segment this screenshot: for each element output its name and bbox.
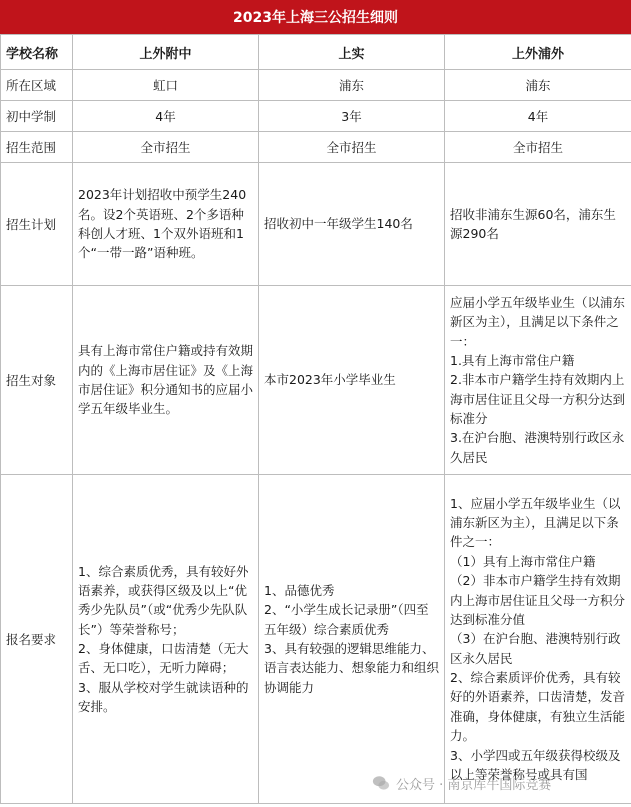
cell: 4年 bbox=[73, 101, 259, 132]
table-row-scope bbox=[1, 132, 631, 163]
cell: 3年 bbox=[259, 101, 445, 132]
cell-line: （3）在沪台胞、港澳特别行政区永久居民 bbox=[450, 631, 621, 666]
cell-line: 1、品德优秀 bbox=[264, 582, 335, 598]
cell bbox=[73, 475, 259, 804]
header-row bbox=[1, 35, 631, 70]
school-header: 上外浦外 bbox=[445, 35, 631, 70]
cell-line: 2、“小学生成长记录册”（四至五年级）综合素质优秀 bbox=[264, 602, 429, 637]
table-row-system bbox=[1, 101, 631, 132]
cell: 全市招生 bbox=[73, 132, 259, 163]
cell-line: 1、应届小学五年级毕业生（以浦东新区为主），且满足以下条件之一： bbox=[450, 495, 621, 550]
cell: 浦东 bbox=[445, 70, 631, 101]
cell-line: 2、综合素质评价优秀，具有较好的外语素养，口齿清楚，发音准确，身体健康，有独立生活能力。 bbox=[450, 670, 626, 744]
school-header: 上外附中 bbox=[73, 35, 259, 70]
row-label: 招生计划 bbox=[1, 163, 73, 286]
wechat-icon bbox=[372, 774, 390, 792]
cell-line: 1.具有上海市常住户籍 bbox=[450, 352, 575, 368]
table-row-district bbox=[1, 70, 631, 101]
cell-line: 2023年计划招收中预学生240名。设2个英语班、2个多语种科创人才班、1个双外语班和1个“一带一路”语种班。 bbox=[78, 187, 247, 261]
cell-line: 3、小学四或五年级获得校级及以上等荣誉称号或具有国 bbox=[450, 747, 621, 782]
admission-table bbox=[0, 34, 631, 804]
row-label: 招生范围 bbox=[1, 132, 73, 163]
cell: 全市招生 bbox=[259, 132, 445, 163]
table-row-requirements bbox=[1, 475, 631, 804]
cell-line: （2）非本市户籍学生持有效期内上海市居住证且父母一方积分达到标准分值 bbox=[450, 573, 626, 627]
cell-line: 具有上海市常住户籍或持有效期内的《上海市居住证》及《上海市居住证》积分通知书的应届小学五年级毕业生。 bbox=[78, 343, 254, 417]
row-label: 所在区域 bbox=[1, 70, 73, 101]
table-row-target bbox=[1, 286, 631, 475]
cell-line: 本市2023年小学毕业生 bbox=[264, 372, 396, 388]
cell bbox=[259, 163, 445, 286]
row-label: 初中学制 bbox=[1, 101, 73, 132]
cell: 虹口 bbox=[73, 70, 259, 101]
cell bbox=[259, 286, 445, 475]
cell bbox=[73, 163, 259, 286]
cell-line: 招收非浦东生源60名，浦东生源290名 bbox=[450, 206, 616, 241]
cell bbox=[445, 286, 631, 475]
cell-line: 3、具有较强的逻辑思维能力、语言表达能力、想象能力和组织协调能力 bbox=[264, 641, 440, 695]
cell bbox=[259, 475, 445, 804]
cell bbox=[73, 286, 259, 475]
cell-line: 3.在沪台胞、港澳特别行政区永久居民 bbox=[450, 430, 625, 465]
cell bbox=[445, 475, 631, 804]
watermark bbox=[372, 768, 551, 798]
row-label: 报名要求 bbox=[1, 475, 73, 804]
cell-line: 2、身体健康，口齿清楚（无大舌、无口吃），无听力障碍； bbox=[78, 641, 249, 676]
cell: 全市招生 bbox=[445, 132, 631, 163]
table-title: 2023年上海三公招生细则 bbox=[0, 0, 631, 34]
cell bbox=[445, 163, 631, 286]
table-row-plan bbox=[1, 163, 631, 286]
cell-line: （1）具有上海市常住户籍 bbox=[450, 553, 596, 569]
cell-line: 1、综合素质优秀，具有较好外语素养，或获得区级及以上“优秀少先队员”（或“优秀少先队队长”）等荣誉称号； bbox=[78, 563, 249, 637]
watermark-text: 公众号 · 南京库牛国际竞赛 bbox=[396, 777, 552, 793]
cell-line: 3、服从学校对学生就读语种的安排。 bbox=[78, 679, 249, 715]
cell-line: 应届小学五年级毕业生（以浦东新区为主），且满足以下条件之一： bbox=[450, 294, 626, 349]
cell-line: 招收初中一年级学生140名 bbox=[264, 216, 413, 232]
cell: 4年 bbox=[445, 101, 631, 132]
cell: 浦东 bbox=[259, 70, 445, 101]
header-label: 学校名称 bbox=[1, 35, 73, 70]
row-label: 招生对象 bbox=[1, 286, 73, 475]
school-header: 上实 bbox=[259, 35, 445, 70]
cell-line: 2.非本市户籍学生持有效期内上海市居住证且父母一方积分达到标准分 bbox=[450, 372, 626, 427]
